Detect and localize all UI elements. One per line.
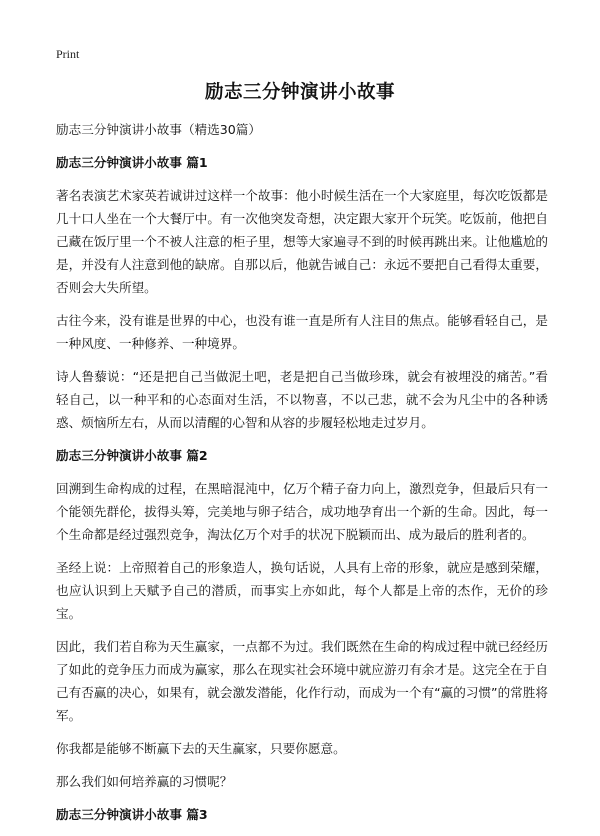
- page-title: 励志三分钟演讲小故事: [204, 82, 395, 103]
- section-2-paragraph-4: 你我都是能够不断赢下去的天生赢家，只要你愿意。: [56, 741, 346, 756]
- article-body: [56, 118, 548, 836]
- section-2-paragraph-5: 那么我们如何培养赢的习惯呢？: [56, 774, 233, 789]
- article-subtitle: 励志三分钟演讲小故事（精选30篇）: [56, 122, 261, 137]
- section-1-paragraph-1: 著名表演艺术家英若诚讲过这样一个故事：他小时候生活在一个大家庭里，每次吃饭都是几十口人坐在一个大餐厅中。有一次他突发奇想，决定跟大家开个玩笑。吃饭前，他把自己藏在饭厅里一个不被人注意的柜子里，想等大家遍寻不到的时候再跳出来。让他尴尬的是，并没有人注意到他的缺席。自那以后，他就告诫自己：永远不要把自己看得太重要，否则会大失所望。: [56, 188, 548, 295]
- section-1-paragraph-3: 诗人鲁藜说：“还是把自己当做泥土吧，老是把自己当做珍珠，就会有被埋没的痛苦。”看轻自己，以一种平和的心态面对生活，不以物喜，不以己悲，就不会为凡尘中的各种诱惑、烦恼所左右，从而以清醒的心智和从容的步履轻松地走过岁月。: [56, 369, 548, 430]
- section-heading-2-text: 励志三分钟演讲小故事 篇2: [56, 448, 208, 463]
- section-heading-3: [56, 803, 548, 826]
- section-1-paragraph-2: 古往今来，没有谁是世界的中心，也没有谁一直是所有人注目的焦点。能够看轻自己，是一种风度、一种修养、一种境界。: [56, 313, 548, 351]
- section-heading-3-text: 励志三分钟演讲小故事 篇3: [56, 807, 208, 822]
- section-heading-2: [56, 444, 548, 467]
- section-2-paragraph-1: 回溯到生命构成的过程，在黑暗混沌中，亿万个精子奋力向上，激烈竞争，但最后只有一个能领先群伦，拔得头筹，完美地与卵子结合，成功地孕育出一个新的生命。因此，每一个生命都是经过强烈竞争，淘汰亿万个对手的状况下脱颖而出、成为最后的胜利者的。: [56, 481, 548, 542]
- section-heading-1: [56, 151, 548, 174]
- section-2-paragraph-2: 圣经上说：上帝照着自己的形象造人，换句话说，人具有上帝的形象，就应是感到荣耀，也应认识到上天赋予自己的潜质，而事实上亦如此，每个人都是上帝的杰作，无价的珍宝。: [56, 560, 548, 621]
- print-link[interactable]: Print: [56, 47, 80, 61]
- section-heading-1-text: 励志三分钟演讲小故事 篇1: [56, 155, 208, 170]
- section-2-paragraph-3: 因此，我们若自称为天生赢家，一点都不为过。我们既然在生命的构成过程中就已经经历了如此的竞争压力而成为赢家，那么在现实社会环境中就应游刃有余才是。这完全在于自己有否赢的决心，如果有，就会激发潜能，化作行动，而成为一个有“赢的习惯”的常胜将军。: [56, 639, 548, 723]
